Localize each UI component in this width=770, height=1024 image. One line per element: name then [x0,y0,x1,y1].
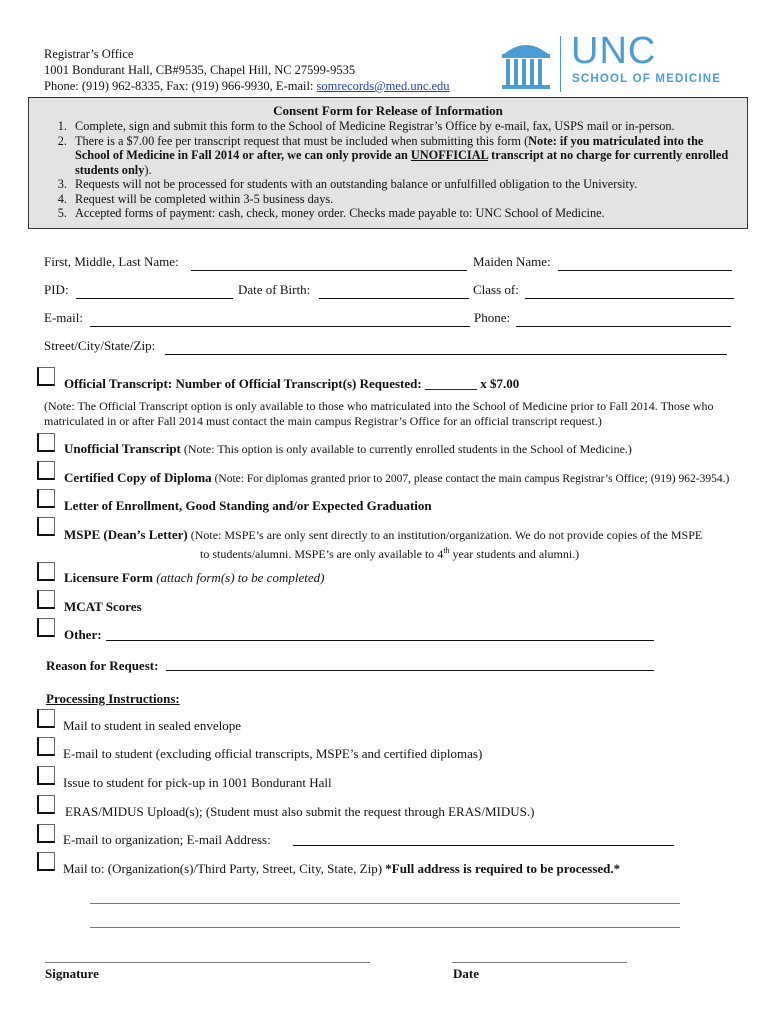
email-label: E-mail: [44,310,83,325]
date-field[interactable] [452,962,627,963]
office-header [44,46,450,94]
other-checkbox[interactable] [37,618,55,637]
consent-list [47,119,737,221]
pid-label: PID: [44,282,69,297]
official-transcript-note: (Note: The Official Transcript option is only available to those who matriculated into the School of Medicine prior to Fall 2014. Those who matriculated in or after Fall 2014 must contact the main campus Registrar’s Office for an official transcript request.) [44,399,714,428]
pid-field[interactable] [76,298,233,299]
mail-address-line-2[interactable] [90,927,680,928]
address-field[interactable] [165,354,727,355]
mail-sealed-checkbox[interactable] [37,709,55,728]
email-student-checkbox[interactable] [37,737,55,756]
name-label: First, Middle, Last Name: [44,254,179,269]
email-org-label: E-mail to organization; E-mail Address: [63,832,271,847]
consent-title: Consent Form for Release of Information [273,103,503,118]
old-well-icon [498,36,554,92]
mcat-label: MCAT Scores [64,599,142,614]
office-email-link[interactable]: somrecords@med.unc.edu [316,79,450,93]
official-transcript-label: Official Transcript: Number of Official Transcript(s) Requested: ________ x $7.00 [64,376,520,391]
mail-to-checkbox[interactable] [37,852,55,871]
mail-sealed-label: Mail to student in sealed envelope [63,718,241,733]
other-label: Other: [64,627,102,642]
logo-divider [560,36,561,92]
signature-field[interactable] [45,962,370,963]
class-field[interactable] [525,298,734,299]
diploma-label: Certified Copy of Diploma (Note: For diplomas granted prior to 2007, please contact the main campus Registrar’s Office; (919) 962-3954.) [64,470,730,485]
email-org-checkbox[interactable] [37,824,55,843]
licensure-label: Licensure Form (attach form(s) to be completed) [64,570,325,585]
office-name: Registrar’s Office [44,47,134,61]
maiden-field[interactable] [558,270,732,271]
consent-item: 1. Complete, sign and submit this form to the School of Medicine Registrar’s Office by e-mail, fax, USPS mail or in-person. [57,119,675,133]
signature-label: Signature [45,966,99,981]
logo-school-text: SCHOOL OF MEDICINE [572,73,722,85]
consent-item: 4. Request will be completed within 3-5 business days. [57,191,334,206]
reason-field[interactable] [166,670,654,671]
diploma-checkbox[interactable] [37,461,55,480]
official-transcript-checkbox[interactable] [37,367,55,386]
consent-item: 2. There is a $7.00 fee per transcript request that must be included when submitting this form (Note: if you matriculated into the School of Medicine in Fall 2014 or after, we can only provide an UNOFFICIAL transcript at no charge for currently enrolled students only). [57,133,729,177]
date-label: Date [453,966,479,981]
email-field[interactable] [90,326,470,327]
class-label: Class of: [473,282,519,297]
pickup-label: Issue to student for pick-up in 1001 Bondurant Hall [63,775,332,790]
reason-label: Reason for Request: [46,658,159,673]
mcat-checkbox[interactable] [37,590,55,609]
unofficial-transcript-label: Unofficial Transcript (Note: This option is only available to currently enrolled students in the School of Medicine.) [64,441,632,456]
email-org-field[interactable] [293,845,674,846]
office-address: 1001 Bondurant Hall, CB#9535, Chapel Hill, NC 27599-9535 [44,63,356,77]
pickup-checkbox[interactable] [37,766,55,785]
name-field[interactable] [191,270,467,271]
address-label: Street/City/State/Zip: [44,338,156,353]
enrollment-letter-checkbox[interactable] [37,489,55,508]
eras-checkbox[interactable] [37,795,55,814]
consent-item: 3. Requests will not be processed for students with an outstanding balance or unfulfilled obligation to the University. [57,177,638,191]
mail-address-line-1[interactable] [90,903,680,904]
licensure-checkbox[interactable] [37,562,55,581]
mspe-checkbox[interactable] [37,517,55,536]
dob-label: Date of Birth: [238,282,311,297]
unofficial-transcript-checkbox[interactable] [37,433,55,452]
eras-label: ERAS/MIDUS Upload(s); (Student must also submit the request through ERAS/MIDUS.) [65,804,535,819]
processing-title: Processing Instructions: [46,691,180,706]
phone-field[interactable] [516,326,731,327]
mspe-note: to students/alumni. MSPE’s are only available to 4th year students and alumni.) [200,546,580,561]
other-field[interactable] [106,640,654,641]
consent-box [28,97,748,229]
mail-to-label: Mail to: (Organization(s)/Third Party, Street, City, State, Zip) *Full address is required to be processed.* [63,861,621,876]
enrollment-letter-label: Letter of Enrollment, Good Standing and/or Expected Graduation [64,498,432,513]
unc-som-logo [498,30,728,96]
office-contact: Phone: (919) 962-8335, Fax: (919) 966-9930, E-mail: somrecords@med.unc.edu [44,79,450,93]
phone-label: Phone: [474,310,511,325]
consent-item: 5. Accepted forms of payment: cash, check, money order. Checks made payable to: UNC School of Medicine. [57,206,605,220]
email-student-label: E-mail to student (excluding official transcripts, MSPE’s and certified diplomas) [63,746,483,761]
dob-field[interactable] [319,298,469,299]
mspe-label: MSPE (Dean’s Letter) (Note: MSPE’s are only sent directly to an institution/organization. We do not provide copies of the MSPE [64,527,703,542]
maiden-label: Maiden Name: [473,254,551,269]
logo-unc-text: UNC [571,30,657,72]
